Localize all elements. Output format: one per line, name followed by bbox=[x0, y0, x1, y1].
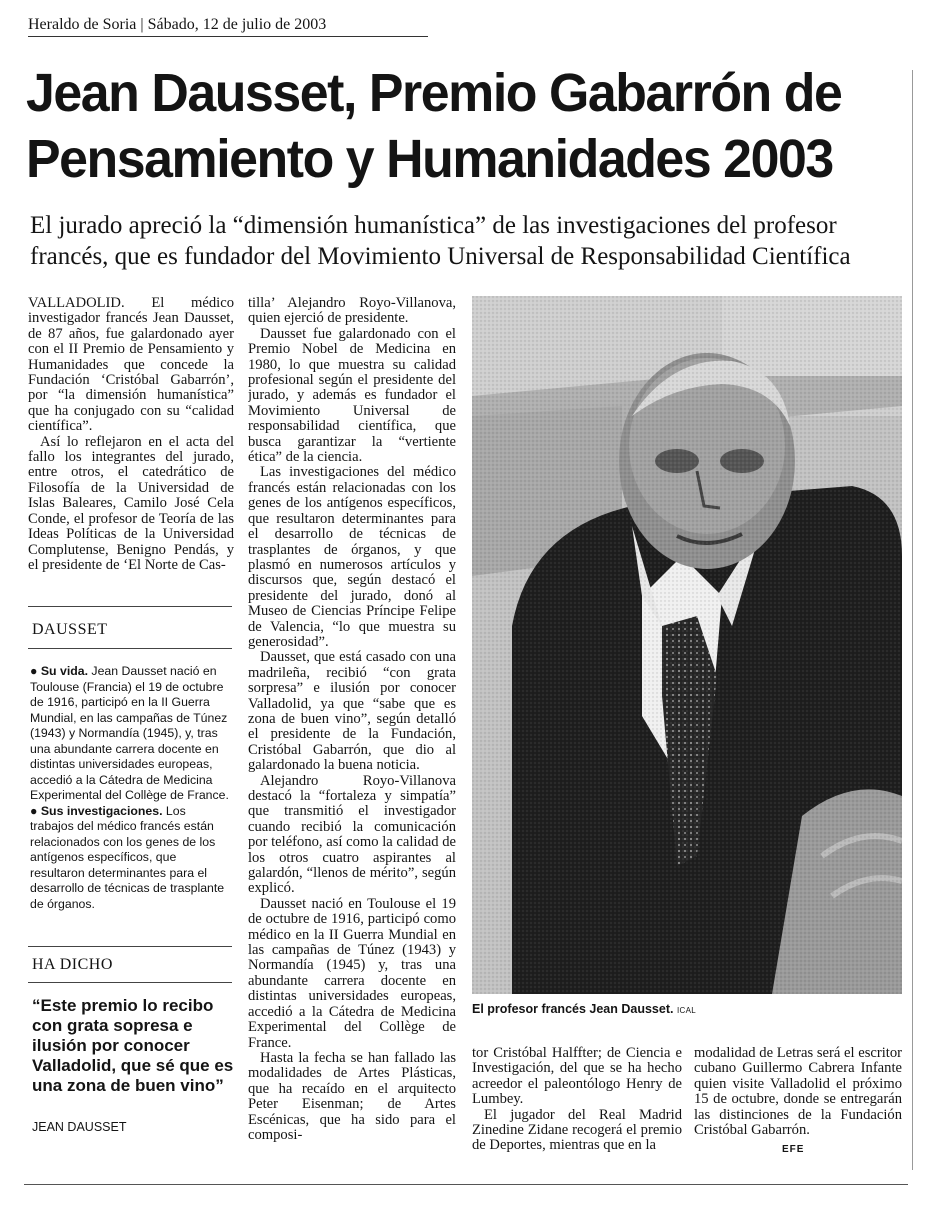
sidebar-item bbox=[30, 804, 230, 913]
article-column-2 bbox=[248, 296, 456, 1160]
page-edge-rule bbox=[912, 70, 913, 1170]
article-paragraph: Dausset, que está casado con una madrileña, recibió “con grata sorpresa” e ilusión por conocer Valladolid, ya que “sabe que es zona de buen vino”, según detalló el presidente de la Fundación, Cristóbal Gabarrón, que dio al galardonado la buena noticia. bbox=[248, 649, 456, 774]
photo-caption: El profesor francés Jean Dausset. ICAL bbox=[472, 1002, 696, 1016]
quote-box-title-rule bbox=[28, 982, 232, 983]
portrait-illustration bbox=[472, 296, 902, 994]
agency-signature: EFE bbox=[782, 1144, 805, 1155]
headline: Jean Dausset, Premio Gabarrón de Pensamiento y Humanidades 2003 bbox=[26, 63, 842, 189]
article-paragraph: tor Cristóbal Halffter; de Ciencia e Investigación, del que se ha hecho acreedor el paleontólogo Henry de Lumbey. bbox=[472, 1046, 682, 1108]
bullet-icon: ● bbox=[30, 803, 38, 818]
bullet-icon: ● bbox=[30, 664, 38, 678]
article-paragraph: Dausset fue galardonado con el Premio Nobel de Medicina en 1980, lo que muestra su calidad profesional según el presidente del jurado, y además es fundador el Movimiento Universal de responsabilidad científica, que busca garantizar la “vertiente ética” de la ciencia. bbox=[248, 325, 456, 466]
article-paragraph: Hasta la fecha se han fallado las modalidades de Artes Plásticas, que ha recaído en el arquitecto Peter Eisenman; de Artes Escénicas, que ha sido para el composi- bbox=[248, 1049, 456, 1143]
photo-credit: ICAL bbox=[676, 1006, 696, 1015]
subtitle: El jurado apreció la “dimensión humanística” de las investigaciones del profesor francés, que es fundador del Movimiento Universal de Responsabilidad Científica bbox=[30, 212, 851, 270]
masthead bbox=[28, 14, 428, 36]
quote-box-top-rule bbox=[28, 946, 232, 947]
sidebar-item-text: Jean Dausset nació en Toulouse (Francia) el 19 de octubre de 1916, participó en la II Guerra Mundial, en las campañas de Túnez (1943) y Normandía (1945), y, tras una abundante carrera docente en distintas universidades europeas, accedió a la Cátedra de Medicina Experimental del Collège de France. bbox=[30, 664, 229, 802]
portrait-photo bbox=[472, 296, 902, 994]
quote-box-title: HA DICHO bbox=[32, 956, 113, 973]
sidebar-item bbox=[30, 664, 230, 804]
bottom-rule bbox=[24, 1184, 908, 1185]
article-paragraph: Dausset nació en Toulouse el 19 de octubre de 1916, participó como médico en la II Guerra Mundial en las campañas de Túnez (1943) y Normandía (1945) y, tras una abundante carrera docente en distintas universidades europeas, accedió a la Cátedra de Medicina Experimental del Collège de France. bbox=[248, 895, 456, 1051]
masthead-separator: | bbox=[140, 16, 144, 33]
quote-author: JEAN DAUSSET bbox=[32, 1120, 127, 1134]
article-paragraph: tilla’ Alejandro Royo-Villanova, quien ejerció de presidente. bbox=[248, 296, 456, 327]
article-paragraph: Alejandro Royo-Villanova destacó la “fortaleza y simpatía” que transmitió el investigador cuando recibió la comunicación por teléfono, así como la calidad de los otros cuatro aspirantes al galardón, “llenos de mérito”, según explicó. bbox=[248, 772, 456, 897]
article-paragraph: modalidad de Letras será el escritor cubano Guillermo Cabrera Infante quien visite Valladolid el próximo 15 de octubre, donde se entregarán las distinciones de la Fundación Cristóbal Gabarrón. bbox=[694, 1046, 902, 1139]
sidebar-top-rule bbox=[28, 606, 232, 607]
sidebar-item-text: Los trabajos del médico francés están relacionados con los genes de los antígenos específicos, que resultaron determinantes para el desarrollo de técnicas de trasplante de órganos. bbox=[30, 803, 225, 911]
sidebar-title-rule bbox=[28, 648, 232, 649]
article-column-3 bbox=[472, 1046, 682, 1160]
sidebar-title: DAUSSET bbox=[32, 621, 108, 638]
sidebar-item-label: Su vida. bbox=[40, 664, 89, 678]
article-paragraph: Las investigaciones del médico francés están relacionadas con los genes de los antígenos específicos, que resultaron determinantes para el desarrollo de técnicas de trasplantes de órganos, y que plasmó en numerosos artículos y discursos que, según destacó el presidente del jurado, donó al Museo de Ciencias Príncipe Felipe de Valencia, “lo que muestra su generosidad”. bbox=[248, 464, 456, 650]
pull-quote: “Este premio lo recibo con grata sopresa e ilusión por conocer Valladolid, que sé que es una zona de buen vino” bbox=[32, 996, 234, 1095]
article-paragraph: VALLADOLID. El médico investigador francés Jean Dausset, de 87 años, fue galardonado ayer con el II Premio de Pensamiento y Humanidades que concede la Fundación ‘Cristóbal Gabarrón’, por “la dimensión humanística” que ha conjugado con su “calidad científica”. bbox=[28, 296, 234, 435]
article-paragraph: El jugador del Real Madrid Zinedine Zidane recogerá el premio de Deportes, mientras que en la bbox=[472, 1106, 682, 1154]
dateline: VALLADOLID. bbox=[28, 296, 125, 311]
publication-date: Sábado, 12 de julio de 2003 bbox=[147, 16, 327, 33]
article-paragraph: Así lo reflejaron en el acta del fallo los integrantes del jurado, entre otros, el catedrático de Filosofía de la Universidad de Islas Baleares, Camilo José Cela Conde, el profesor de Teoría de las Ideas Políticas de la Universidad Complutense, Benigno Pendás, y el presidente de ‘El Norte de Cas- bbox=[28, 433, 234, 573]
sidebar-item-label: Sus investigaciones. bbox=[40, 803, 163, 818]
sidebar-body bbox=[30, 664, 230, 934]
masthead-rule bbox=[28, 36, 428, 37]
article-column-1 bbox=[28, 296, 234, 586]
publication-name: Heraldo de Soria bbox=[28, 16, 137, 33]
